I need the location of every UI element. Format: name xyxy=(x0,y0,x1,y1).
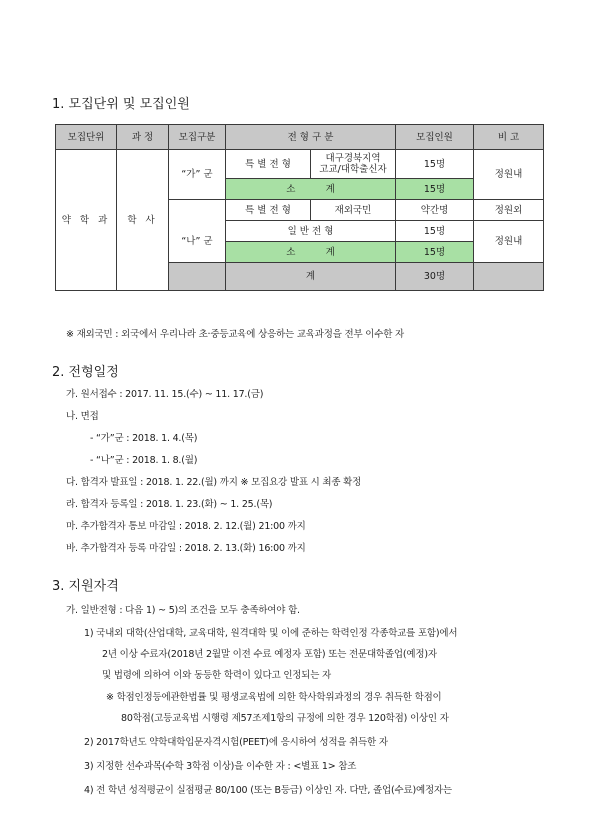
total-note-blank-cell xyxy=(474,263,544,291)
group-na-cell: “나” 군 xyxy=(169,221,226,263)
section3-title: 3. 지원자격 xyxy=(52,579,119,594)
total-label-cell: 계 xyxy=(226,263,396,291)
special2-name-cell: 특 별 전 형 xyxy=(226,200,311,221)
schedule-item: 마. 추가합격자 통보 마감일 : 2018. 2. 12.(월) 21:00 까지 xyxy=(66,521,306,532)
header-count: 모집인원 xyxy=(396,125,474,150)
table-row xyxy=(56,150,544,179)
eligibility-item-cont: 및 법령에 의하여 이와 동등한 학력이 있다고 인정되는 자 xyxy=(102,670,332,681)
special2-detail-cell: 재외국민 xyxy=(311,200,396,221)
eligibility-item-cont: 2년 이상 수료자(2018년 2월말 이전 수료 예정자 포함) 또는 전문대학졸업(예정)자 xyxy=(102,649,437,660)
table-footnote: ※ 재외국민 : 외국에서 우리나라 초·중등교육에 상응하는 교육과정을 전부 이수한 자 xyxy=(66,329,405,340)
section1-title: 1. 모집단위 및 모집인원 xyxy=(52,97,190,112)
special2-count-cell: 약간명 xyxy=(396,200,474,221)
group-ga-cell: “가” 군 xyxy=(169,150,226,200)
general-count-cell: 15명 xyxy=(396,221,474,242)
eligibility-item: 4) 전 학년 성적평균이 실점평균 80/100 (또는 B등급) 이상인 자. 다만, 졸업(수료)예정자는 xyxy=(84,785,452,796)
total-blank-cell xyxy=(169,263,226,291)
schedule-item: 나. 면접 xyxy=(66,411,99,422)
subtotal-na-label-cell: 소 계 xyxy=(226,242,396,263)
schedule-item: 가. 원서접수 : 2017. 11. 15.(수) ~ 11. 17.(금) xyxy=(66,389,264,400)
admission-table xyxy=(55,124,544,291)
special1-detail-cell xyxy=(311,150,396,179)
unit-cell: 약 학 과 xyxy=(56,150,117,291)
header-type: 전 형 구 분 xyxy=(226,125,396,150)
subtotal-ga-label-cell: 소 계 xyxy=(226,179,396,200)
schedule-item: 라. 합격자 등록일 : 2018. 1. 23.(화) ~ 1. 25.(목) xyxy=(66,499,273,510)
eligibility-item: 1) 국내외 대학(산업대학, 교육대학, 원격대학 및 이에 준하는 학력인정 각종학교를 포함)에서 xyxy=(84,628,458,639)
subtotal-ga-count-cell: 15명 xyxy=(396,179,474,200)
special1-detail-line1: 대구경북지역 xyxy=(325,153,381,164)
special1-count-cell: 15명 xyxy=(396,150,474,179)
schedule-subitem: - “가”군 : 2018. 1. 4.(목) xyxy=(90,433,198,444)
eligibility-item: 3) 지정한 선수과목(수학 3학점 이상)을 이수한 자 : <별표 1> 참조 xyxy=(84,761,357,772)
eligibility-item: 2) 2017학년도 약학대학입문자격시험(PEET)에 응시하여 성적을 취득한 자 xyxy=(84,737,388,748)
schedule-item: 바. 추가합격자 등록 마감일 : 2018. 2. 13.(화) 16:00 까지 xyxy=(66,543,306,554)
note-in2-cell: 정원내 xyxy=(474,221,544,263)
subtotal-na-count-cell: 15명 xyxy=(396,242,474,263)
table-header-row xyxy=(56,125,544,150)
group-blank-cell xyxy=(169,200,226,221)
special1-name-cell: 특 별 전 형 xyxy=(226,150,311,179)
schedule-subitem: - “나”군 : 2018. 1. 8.(월) xyxy=(90,455,198,466)
general-name-cell: 일 반 전 형 xyxy=(226,221,396,242)
total-count-cell: 30명 xyxy=(396,263,474,291)
note-in-cell: 정원내 xyxy=(474,150,544,200)
header-unit: 모집단위 xyxy=(56,125,117,150)
header-note: 비 고 xyxy=(474,125,544,150)
eligibility-intro: 가. 일반전형 : 다음 1) ~ 5)의 조건을 모두 충족하여야 함. xyxy=(66,605,300,616)
section2-title: 2. 전형일정 xyxy=(52,365,119,380)
schedule-item: 다. 합격자 발표일 : 2018. 1. 22.(월) 까지 ※ 모집요강 발표 시 최종 확정 xyxy=(66,477,362,488)
note-out-cell: 정원외 xyxy=(474,200,544,221)
header-group: 모집구분 xyxy=(169,125,226,150)
eligibility-note: ※ 학점인정등에관한법률 및 평생교육법에 의한 학사학위과정의 경우 취득한 학점이 xyxy=(106,692,442,703)
header-course: 과 정 xyxy=(117,125,169,150)
course-cell: 학 사 xyxy=(117,150,169,291)
eligibility-note-cont: 80학점(고등교육법 시행령 제57조제1항의 규정에 의한 경우 120학점) 이상인 자 xyxy=(121,713,449,724)
special1-detail-line2: 고교/대학출신자 xyxy=(319,164,387,175)
